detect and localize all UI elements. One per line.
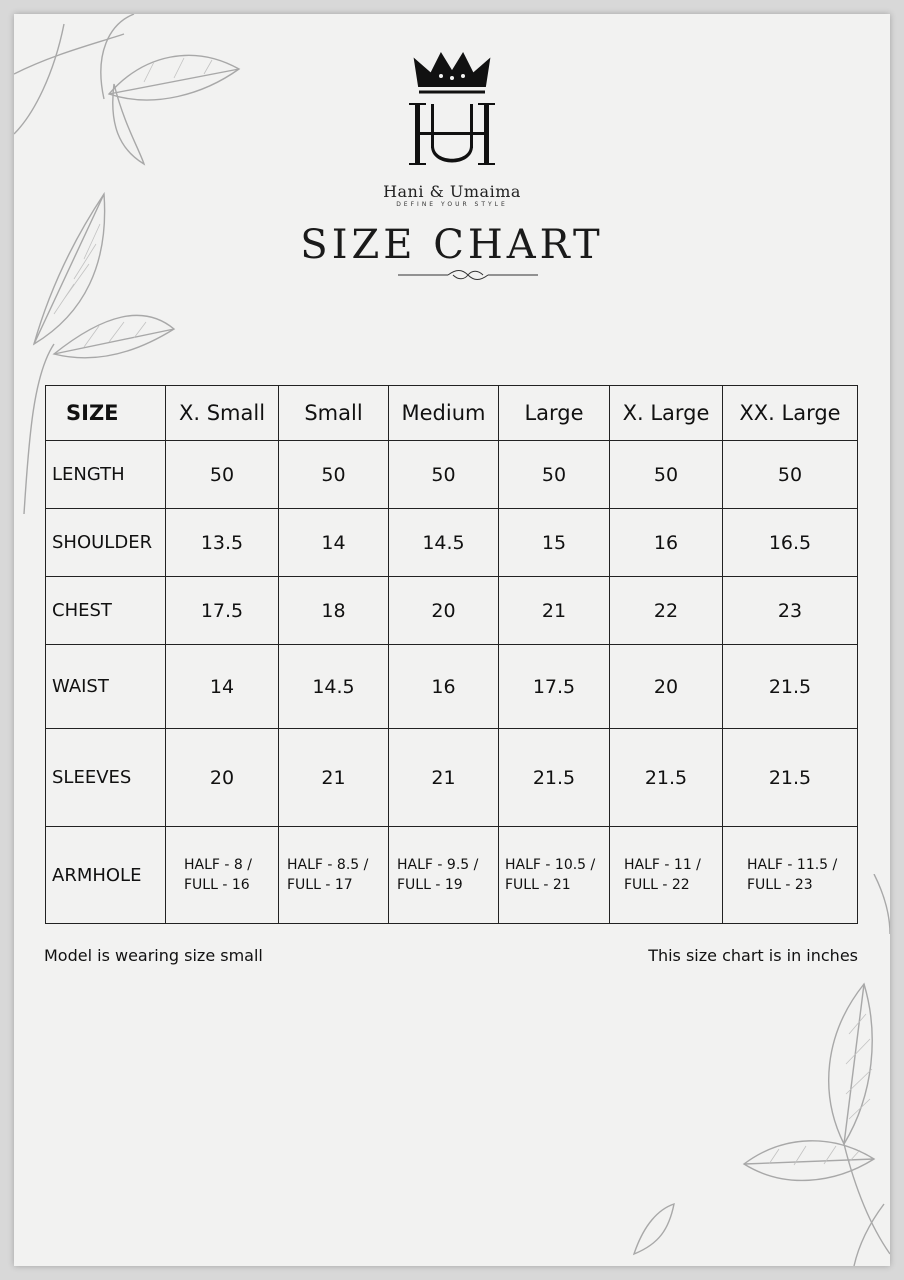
row-label: ARMHOLE	[46, 827, 166, 924]
table-cell: 21	[279, 729, 389, 827]
table-cell: 14	[166, 645, 279, 729]
table-cell: 50	[166, 441, 279, 509]
column-header: X. Small	[166, 386, 279, 441]
page-title: SIZE CHART	[300, 222, 604, 268]
armhole-full: FULL - 16	[184, 877, 250, 893]
table-cell: 21.5	[723, 729, 858, 827]
table-cell	[279, 827, 389, 924]
table-cell: 21.5	[723, 645, 858, 729]
armhole-half: HALF - 11 /	[624, 857, 701, 873]
table-cell	[723, 827, 858, 924]
table-cell: 16.5	[723, 509, 858, 577]
table-cell: 50	[499, 441, 610, 509]
brand-tagline: DEFINE YOUR STYLE	[396, 201, 508, 208]
armhole-half: HALF - 10.5 /	[505, 857, 596, 873]
table-cell: 20	[610, 645, 723, 729]
leaf-decoration-bottom-right	[574, 874, 890, 1266]
table-cell	[499, 827, 610, 924]
table-cell: 21	[499, 577, 610, 645]
row-label: LENGTH	[46, 441, 166, 509]
table-cell: 50	[279, 441, 389, 509]
brand-logo	[14, 46, 890, 176]
table-cell: 20	[166, 729, 279, 827]
armhole-half: HALF - 8 /	[184, 857, 252, 873]
units-note: This size chart is in inches	[648, 946, 858, 965]
table-cell: 14.5	[279, 645, 389, 729]
column-header: Medium	[389, 386, 499, 441]
table-cell: 50	[389, 441, 499, 509]
table-cell: 14.5	[389, 509, 499, 577]
armhole-full: FULL - 21	[505, 877, 571, 893]
column-header: Large	[499, 386, 610, 441]
armhole-full: FULL - 23	[747, 877, 813, 893]
armhole-half: HALF - 8.5 /	[287, 857, 369, 873]
table-cell: 18	[279, 577, 389, 645]
table-row	[46, 441, 858, 509]
table-header-row	[46, 386, 858, 441]
corner-header: SIZE	[46, 386, 166, 441]
table-row	[46, 729, 858, 827]
table-cell: 22	[610, 577, 723, 645]
column-header: XX. Large	[723, 386, 858, 441]
table-cell: 17.5	[499, 645, 610, 729]
table-row	[46, 645, 858, 729]
armhole-full: FULL - 22	[624, 877, 690, 893]
armhole-half: HALF - 9.5 /	[397, 857, 479, 873]
row-label: WAIST	[46, 645, 166, 729]
table-cell: 50	[610, 441, 723, 509]
row-label: SHOULDER	[46, 509, 166, 577]
table-cell: 21.5	[499, 729, 610, 827]
title-flourish-icon	[398, 268, 538, 282]
table-cell: 17.5	[166, 577, 279, 645]
armhole-half: HALF - 11.5 /	[747, 857, 838, 873]
table-cell: 23	[723, 577, 858, 645]
size-chart-card	[14, 14, 890, 1266]
table-row	[46, 577, 858, 645]
armhole-full: FULL - 19	[397, 877, 463, 893]
table-cell: 13.5	[166, 509, 279, 577]
table-cell	[610, 827, 723, 924]
model-size-note: Model is wearing size small	[44, 946, 263, 965]
brand-name: Hani & Umaima	[383, 182, 521, 201]
table-row	[46, 509, 858, 577]
table-cell	[166, 827, 279, 924]
table-cell: 14	[279, 509, 389, 577]
row-label: CHEST	[46, 577, 166, 645]
table-cell: 21	[389, 729, 499, 827]
row-label: SLEEVES	[46, 729, 166, 827]
crown-monogram-icon	[397, 46, 507, 176]
column-header: X. Large	[610, 386, 723, 441]
table-cell: 15	[499, 509, 610, 577]
table-cell: 20	[389, 577, 499, 645]
armhole-full: FULL - 17	[287, 877, 353, 893]
table-row-armhole	[46, 827, 858, 924]
table-cell	[389, 827, 499, 924]
table-cell: 16	[389, 645, 499, 729]
table-cell: 50	[723, 441, 858, 509]
table-cell: 21.5	[610, 729, 723, 827]
column-header: Small	[279, 386, 389, 441]
size-table	[45, 385, 858, 924]
table-cell: 16	[610, 509, 723, 577]
